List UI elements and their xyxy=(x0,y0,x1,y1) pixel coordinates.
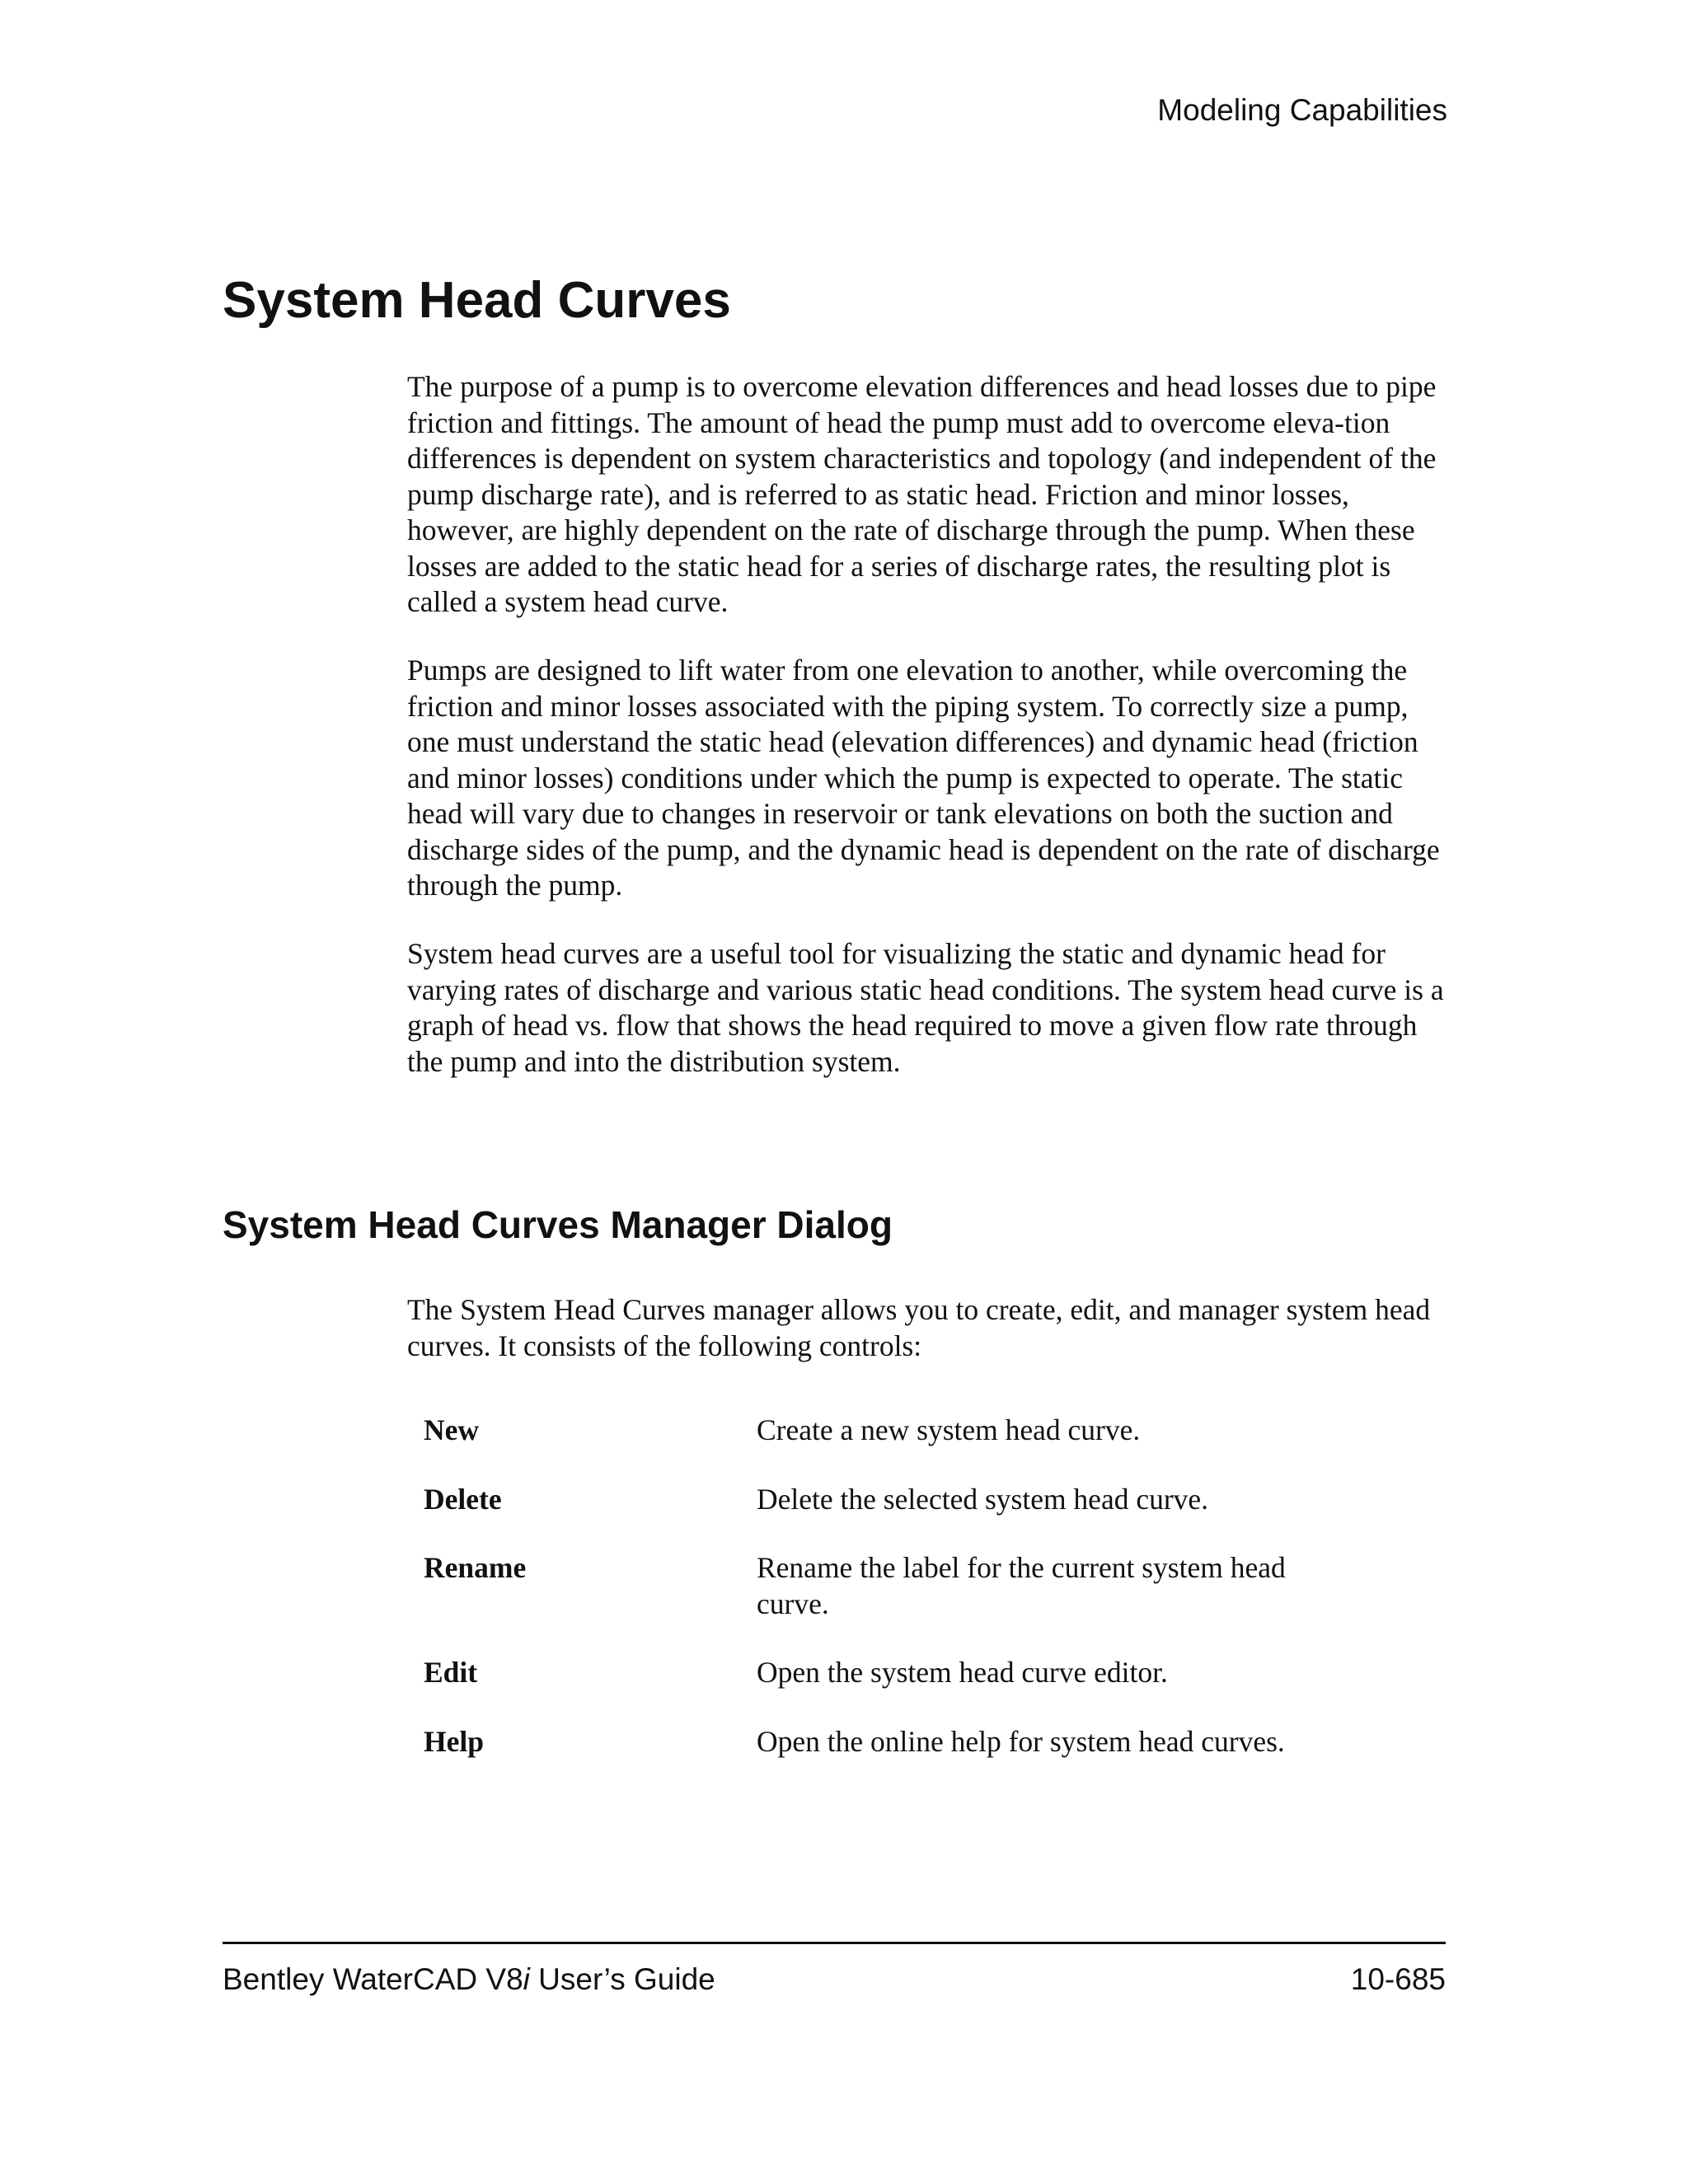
control-name: Edit xyxy=(424,1656,478,1689)
body-paragraph-2 xyxy=(407,653,1446,904)
control-description: Delete the selected system head curve. xyxy=(757,1482,1209,1516)
control-row-rename xyxy=(424,1550,1380,1622)
control-row-help xyxy=(424,1724,1380,1760)
control-name: Delete xyxy=(424,1482,502,1516)
running-header: Modeling Capabilities xyxy=(1157,93,1447,127)
paragraph-text: Pumps are designed to lift water from one elevation to another, while overcoming the friction and minor losses associated with the piping system. To correctly size a pump, one must understand the static head (elevation differences) and dynamic head (friction and minor losses) conditions under which the pump is expected to operate. The static head will vary due to changes in reservoir or tank elevations on both the suction and discharge sides of the pump, and the dynamic head is dependent on the rate of discharge through the pump. xyxy=(407,654,1440,902)
guide-title-suffix: User’s Guide xyxy=(529,1962,715,1996)
subsection-title: System Head Curves Manager Dialog xyxy=(223,1203,893,1246)
body-paragraph-3 xyxy=(407,936,1446,1080)
control-name: Help xyxy=(424,1724,484,1758)
section-title: System Head Curves xyxy=(223,272,731,329)
control-description: Rename the label for the current system head curve. xyxy=(757,1551,1286,1620)
control-row-new xyxy=(424,1413,1380,1449)
controls-table xyxy=(424,1413,1380,1793)
control-name: Rename xyxy=(424,1551,527,1584)
guide-title-prefix: Bentley WaterCAD V8 xyxy=(223,1962,523,1996)
control-row-delete xyxy=(424,1482,1380,1518)
control-name: New xyxy=(424,1413,480,1446)
control-description: Create a new system head curve. xyxy=(757,1413,1141,1446)
body-paragraph-1 xyxy=(407,369,1446,621)
footer-divider xyxy=(223,1942,1446,1944)
paragraph-text: The System Head Curves manager allows you to create, edit, and manager system head curves. It consists of the following controls: xyxy=(407,1293,1431,1362)
page-number: 10-685 xyxy=(1350,1962,1446,1996)
control-description: Open the online help for system head curves. xyxy=(757,1724,1285,1758)
paragraph-text: System head curves are a useful tool for visualizing the static and dynamic head for varying rates of discharge and various static head conditions. The system head curve is a graph of head vs. flow that shows the head required to move a given flow rate through the pump and into the distribution system. xyxy=(407,937,1444,1078)
footer-guide-title xyxy=(223,1961,715,1998)
subsection-intro xyxy=(407,1292,1446,1364)
paragraph-text: The purpose of a pump is to overcome elevation differences and head losses due to pipe friction and fittings. The amount of head the pump must add to overcome eleva-tion differences is dependent on system characteristics and topology (and independent of the pump discharge rate), and is referred to as static head. Friction and minor losses, however, are highly dependent on the rate of discharge through the pump. When these losses are added to the static head for a series of discharge rates, the resulting plot is called a system head curve. xyxy=(407,370,1437,618)
control-description: Open the system head curve editor. xyxy=(757,1656,1168,1689)
control-row-edit xyxy=(424,1655,1380,1691)
guide-title-italic: i xyxy=(523,1962,530,1996)
